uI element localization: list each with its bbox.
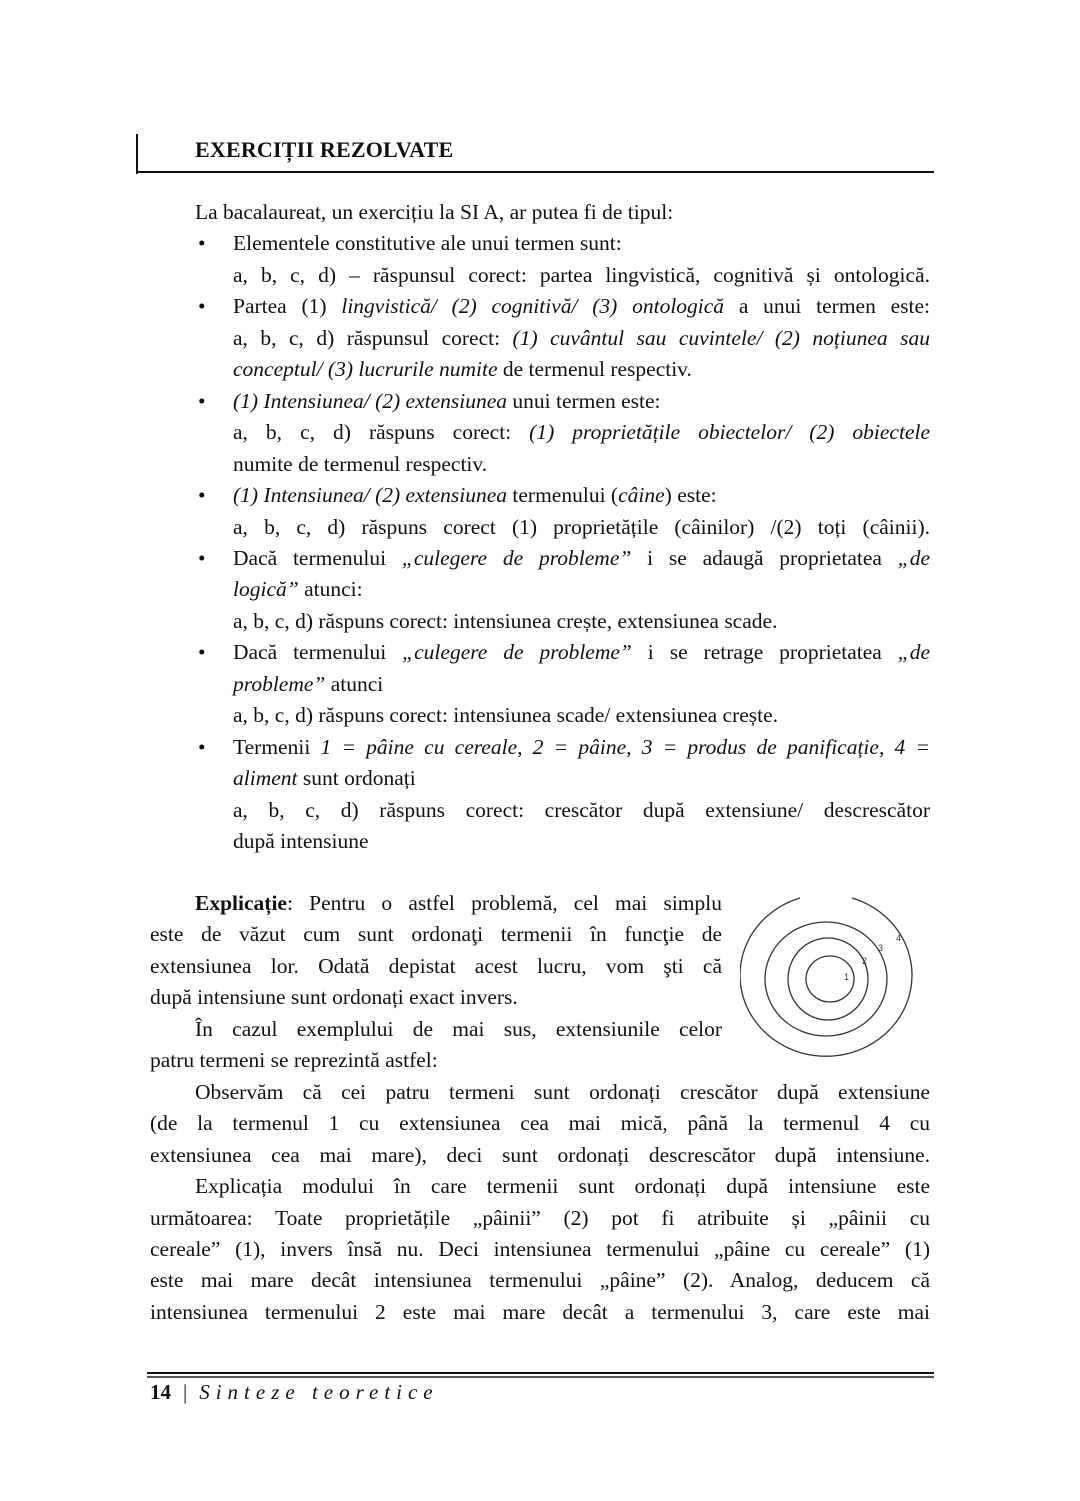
text-line: probleme” atunci [233,671,384,696]
circle-2 [788,938,868,1020]
bullet-item [198,291,931,385]
italic-text: (1) proprietățile obiectelor/ (2) obiectele [529,420,930,445]
text-line: patru termeni se reprezintă astfel: [150,1048,438,1073]
italic-text: logică” [233,577,299,602]
text-line: (1) Intensiunea/ (2) extensiunea termenului (câine) este: [233,483,717,508]
extension-circles-diagram [740,890,925,1070]
intro-text: La bacalaureat, un exercițiu la SI A, ar putea fi de tipul: [195,200,674,224]
text-line: (1) Intensiunea/ (2) extensiunea unui termen este: [233,388,661,413]
text-line: Explicația modului în care termenii sunt ordonați după intensiune este [195,1174,930,1199]
italic-text: câine [618,483,665,508]
text-line: Dacă termenului „culegere de probleme” i se retrage proprietatea „de [233,640,931,665]
text-line: intensiunea termenului 2 este mai mare decât a termenului 3, care este mai [150,1299,930,1324]
text-line: aliment sunt ordonați [233,766,416,791]
text-line: Explicație: Pentru o astfel problemă, cel mai simplu [195,891,722,915]
footer-rule [147,1372,934,1374]
italic-text: conceptul/ (3) lucrurile numite [233,357,498,382]
text-line: a, b, c, d) răspuns corect: (1) proprietățile obiectelor/ (2) obiectele [233,420,930,445]
italic-text: „de [897,640,931,665]
bullet-icon: • [198,640,206,665]
text-line: următoarea: Toate proprietățile „pâinii” (2) pot fi atribuite și „pâinii cu [150,1205,930,1230]
italic-text: (1) Intensiunea/ (2) extensiunea [233,483,508,508]
italic-text: 1 = pâine cu cereale, 2 = pâine, 3 = produs de panificație, 4 = [320,734,930,759]
label-3: 3 [878,943,884,953]
text-line: a, b, c, d) răspuns corect: crescător după extensiune/ descrescător [233,797,930,822]
bullet-item [198,732,930,858]
italic-text: „de [897,545,931,570]
text-line: după intensiune [233,829,369,854]
bullet-item [198,637,931,731]
text-line: a, b, c, d) răspunsul corect: (1) cuvântul sau cuvintele/ (2) noțiunea sau [233,325,930,350]
text-line: cereale” (1), invers însă nu. Deci intensiunea termenului „pâine cu cereale” (1) [150,1236,930,1261]
label-4: 4 [896,933,902,943]
bold-text: Explicație [195,891,287,915]
bullet-item [198,543,931,637]
label-1: 1 [844,972,850,982]
text-line: a, b, c, d) – răspunsul corect: partea lingvistică, cognitivă și ontologică. [233,262,930,287]
text-line: a, b, c, d) răspuns corect: intensiunea crește, extensiunea scade. [233,608,778,633]
bullet-icon: • [198,734,206,759]
header-vertical-rule [136,134,138,174]
bullet-icon: • [198,483,206,508]
italic-text: aliment [233,766,298,791]
bullet-icon: • [198,294,206,319]
bullet-item [198,480,930,543]
italic-text: „culegere de probleme” [402,640,632,665]
text-line: a, b, c, d) răspuns corect: intensiunea scade/ extensiunea crește. [233,703,779,728]
text-line: logică” atunci: [233,577,363,602]
footer-rule-secondary [147,1376,934,1378]
text-line: numite de termenul respectiv. [233,451,488,476]
page-number: 14 [150,1380,171,1404]
bullet-item [198,228,930,291]
text-line: Dacă termenului „culegere de probleme” i se adaugă proprietatea „de [233,545,931,570]
text-line: este de văzut cum sunt ordonaţi termenii în funcţie de [150,922,722,947]
bullet-icon: • [198,231,206,256]
italic-text: lingvistică/ (2) cognitivă/ (3) ontologică [341,294,725,319]
text-line: extensiunea cea mai mare), deci sunt ordonați descrescător după intensiune. [150,1142,930,1167]
text-line: Partea (1) lingvistică/ (2) cognitivă/ (3) ontologică a unui termen este: [233,294,931,319]
bullet-icon: • [198,388,206,413]
text-line: este mai mare decât intensiunea termenului „pâine” (2). Analog, deducem că [150,1268,930,1293]
section-title: EXERCIȚII REZOLVATE [195,137,454,162]
text-line: a, b, c, d) răspuns corect (1) proprietățile (câinilor) /(2) toți (câinii). [233,514,930,539]
text-line: Observăm că cei patru termeni sunt ordonați crescător după extensiune [195,1079,930,1104]
label-2: 2 [862,956,868,966]
text-line: extensiunea lor. Odată depistat acest lucru, vom şti că [150,953,722,978]
footer-separator: | [183,1380,188,1404]
italic-text: (1) Intensiunea/ (2) extensiunea [233,388,508,413]
text-line: Termenii 1 = pâine cu cereale, 2 = pâine, 3 = produs de panificație, 4 = [233,734,930,759]
text-line: după intensiune sunt ordonați exact invers. [150,985,518,1010]
footer-title: Sinteze teoretice [199,1380,439,1404]
italic-text: (1) cuvântul sau cuvintele/ (2) noțiunea sau [512,325,930,350]
circle-3 [765,922,887,1036]
text-line: (de la termenul 1 cu extensiunea cea mai mică, până la termenul 4 cu [150,1111,930,1136]
header-rule [136,171,934,173]
italic-text: „culegere de probleme” [401,545,632,570]
exercise-list [195,197,930,858]
italic-text: probleme” [233,671,326,696]
text-line: conceptul/ (3) lucrurile numite de termenul respectiv. [233,357,692,382]
text-line: În cazul exemplului de mai sus, extensiunile celor [195,1016,722,1041]
footer [150,1380,439,1405]
bullet-icon: • [198,545,206,570]
bullet-item [198,386,930,480]
text-line: Elementele constitutive ale unui termen sunt: [233,231,622,256]
